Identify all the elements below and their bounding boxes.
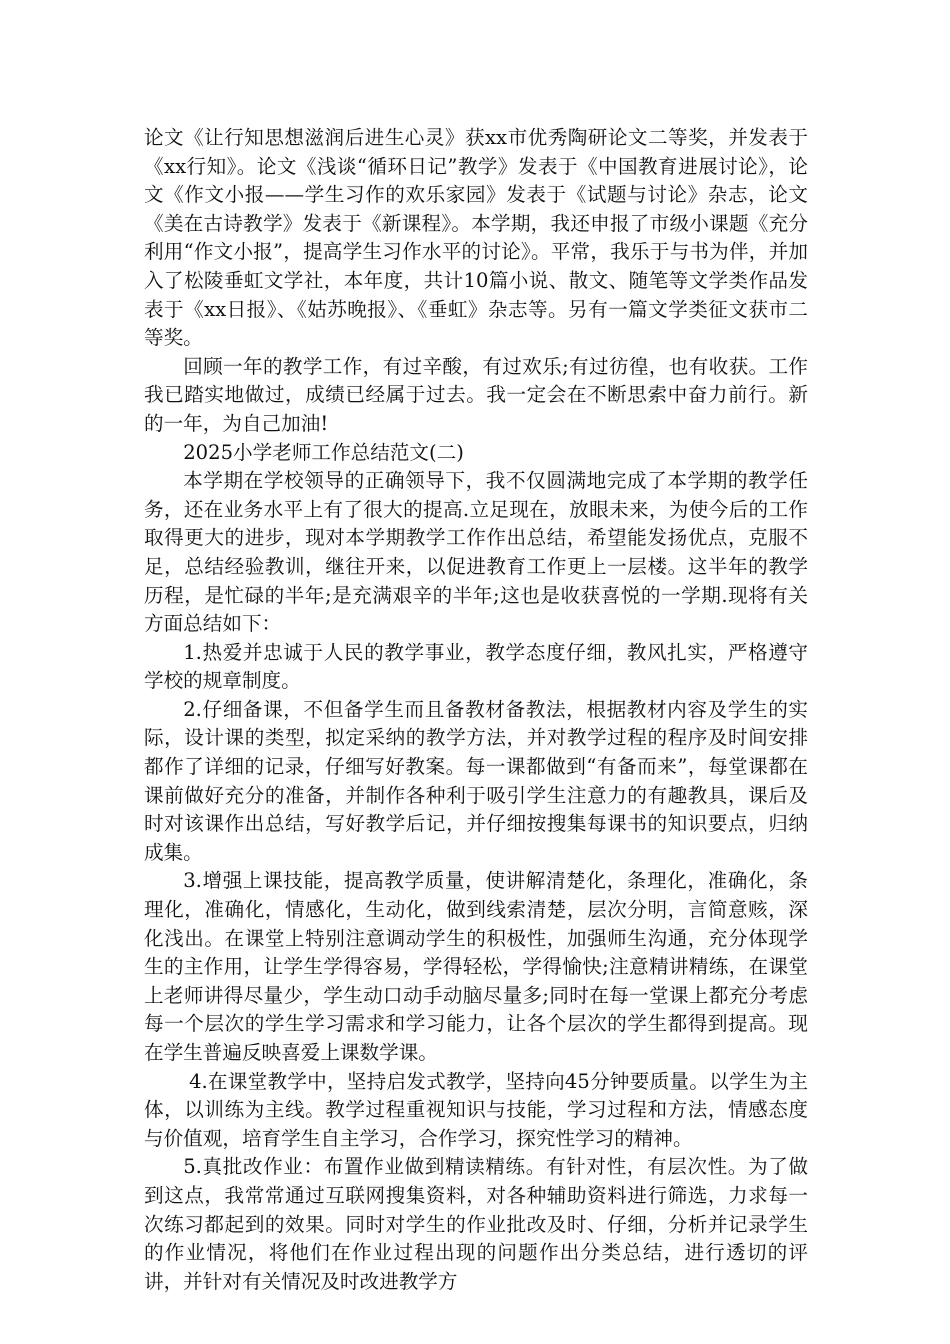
list-item-3: 3.增强上课技能，提高教学质量，使讲解清楚化，条理化，准确化，条理化，准确化，情感化，生动化，做到线索清楚，层次分明，言简意赅，深化浅出。在课堂上特别注意调动学生的积极性，加强师生沟通，充分体现学生的主作用，让学生学得容易，学得轻松，学得愉快;注意精讲精练，在课堂上老师讲得尽量少，学生动口动手动脑尽量多;同时在每一堂课上都充分考虑每一个层次的学生学习需求和学习能力，让各个层次的学生都得到提高。现在学生普遍反映喜爱上课数学课。 xyxy=(144,869,808,1064)
document-body xyxy=(144,124,808,1296)
list-item-4: 4.在课堂教学中，坚持启发式教学，坚持向45分钟要质量。以学生为主体，以训练为主线。教学过程重视知识与技能，学习过程和方法，情感态度与价值观，培育学生自主学习，合作学习，探究性学习的精神。 xyxy=(144,1069,808,1150)
paragraph-award-papers: 论文《让行知思想滋润后进生心灵》获xx市优秀陶研论文二等奖，并发表于《xx行知》。论文《浅谈“循环日记”教学》发表于《中国教育进展讨论》，论文《作文小报——学生习作的欢乐家园》发表于《试题与讨论》杂志，论文《美在古诗教学》发表于《新课程》。本学期，我还申报了市级小课题《充分利用“作文小报”，提高学生习作水平的讨论》。平常，我乐于与书为伴，并加入了松陵垂虹文学社，本年度，共计10篇小说、散文、随笔等文学类作品发表于《xx日报》、《姑苏晚报》、《垂虹》杂志等。另有一篇文学类征文获市二等奖。 xyxy=(144,126,808,350)
list-item-1: 1.热爱并忠诚于人民的教学事业，教学态度仔细，教风扎实，严格遵守学校的规章制度。 xyxy=(144,640,808,693)
section-heading: 2025小学老师工作总结范文(二) xyxy=(183,440,464,464)
list-item-2: 2.仔细备课，不但备学生而且备教材备教法，根据教材内容及学生的实际，设计课的类型，拟定采纳的教学方法，并对教学过程的程序及时间安排都作了详细的记录，仔细写好教案。每一课都做到“有备而来”，每堂课都在课前做好充分的准备，并制作各种利于吸引学生注意力的有趣教具，课后及时对该课作出总结，写好教学后记，并仔细按搜集每课书的知识要点，归纳成集。 xyxy=(144,697,808,864)
paragraph-year-review: 回顾一年的教学工作，有过辛酸，有过欢乐;有过彷徨，也有收获。工作我已踏实地做过，成绩已经属于过去。我一定会在不断思索中奋力前行。新的一年，为自己加油! xyxy=(144,354,808,435)
list-item-5: 5.真批改作业：布置作业做到精读精练。有针对性，有层次性。为了做到这点，我常常通过互联网搜集资料，对各种辅助资料进行筛选，力求每一次练习都起到的效果。同时对学生的作业批改及时、仔细，分析并记录学生的作业情况，将他们在作业过程出现的问题作出分类总结，进行透切的评讲，并针对有关情况及时改进教学方 xyxy=(144,1155,808,1293)
paragraph-intro: 本学期在学校领导的正确领导下，我不仅圆满地完成了本学期的教学任务，还在业务水平上有了很大的提高.立足现在，放眼未来，为使今后的工作取得更大的进步，现对本学期教学工作作出总结，希望能发扬优点，克服不足，总结经验教训，继往开来，以促进教育工作更上一层楼。这半年的教学历程，是忙碌的半年;是充满艰辛的半年;这也是收获喜悦的一学期.现将有关方面总结如下： xyxy=(144,469,808,636)
